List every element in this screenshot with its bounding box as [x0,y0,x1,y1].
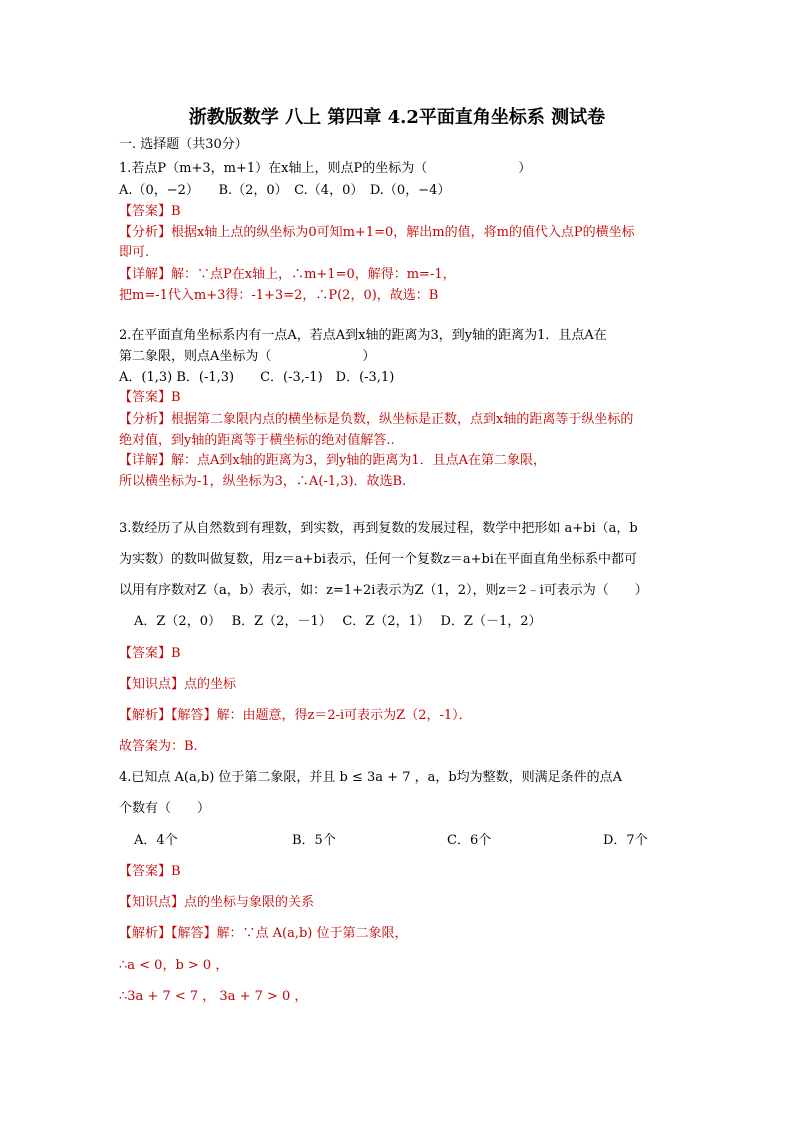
q4-knowledge: 【知识点】点的坐标与象限的关系 [119,895,315,910]
q1-analysis-line-2: 即可. [119,245,150,260]
q4-answer: 【答案】B [119,864,181,879]
q4-option-d: D．7个 [603,833,648,848]
q2-answer: 【答案】B [119,390,181,405]
q3-stem-line-1: 3.数经历了从自然数到有理数，到实数，再到复数的发展过程，数学中把形如 a+bi（a，b [119,521,638,536]
q1-answer: 【答案】B [119,204,181,219]
q1-analysis-line-1: 【分析】根据x轴上点的纵坐标为0可知m+1=0，解出m的值，将m的值代入点P的横坐标 [119,225,635,240]
q2-stem-line-1: 2.在平面直角坐标系内有一点A，若点A到x轴的距离为3，到y轴的距离为1．且点A在 [119,328,607,343]
section-heading: 一. 选择题（共30分） [119,137,248,152]
q2-analysis-line-2: 绝对值，到y轴的距离等于横坐标的绝对值解答.. [119,433,395,448]
q2-detail-line-1: 【详解】解：点A到x轴的距离为3，到y轴的距离为1．且点A在第二象限， [119,453,546,468]
q3-options: A．Z（2，0） B．Z（2，－1） C．Z（2，1） D．Z（－1，2） [134,614,542,629]
q1-stem: 1.若点P（m+3，m+1）在x轴上，则点P的坐标为（ ） [119,161,532,176]
q4-step-1: ∴a < 0，b > 0 ， [119,958,229,973]
q1-detail-line-2: 把m=-1代入m+3得：-1+3=2，∴P(2，0)，故选：B [119,288,439,303]
q4-option-a: A．4个 [134,833,178,848]
q3-stem-line-2: 为实数）的数叫做复数，用z＝a+bi表示，任何一个复数z＝a+bi在平面直角坐标系中都可 [119,552,637,567]
q4-solution: 【解析】【解答】解：∵点 A(a,b) 位于第二象限， [119,926,408,941]
q4-step-2: ∴3a + 7 < 7 ， 3a + 7 > 0 ， [119,989,308,1004]
q3-solution: 【解析】【解答】解：由题意，得z＝2-i可表示为Z（2，-1）． [119,708,472,723]
q3-conclusion: 故答案为：B. [119,739,198,754]
q4-option-b: B．5个 [292,833,336,848]
q3-answer: 【答案】B [119,646,181,661]
q2-analysis-line-1: 【分析】根据第二象限内点的横坐标是负数，纵坐标是正数，点到x轴的距离等于纵坐标的 [119,412,634,427]
q2-options: A．(1,3) B．(-1,3) C．(-3,-1) D．(-3,1) [119,370,395,385]
q4-stem-line-1: 4.已知点 A(a,b) 位于第二象限，并且 b ≤ 3a + 7 ，a，b均为整数，则满足条件的点A [119,770,623,785]
q4-stem-line-2: 个数有（ ） [119,801,211,816]
q3-stem-line-3: 以用有序数对Z（a，b）表示，如：z=1+2i表示为Z（1，2），则z＝2﹣i可表示为（ ） [119,583,648,598]
q2-stem-line-2: 第二象限，则点A坐标为（ ） [119,349,376,364]
q2-detail-line-2: 所以横坐标为-1，纵坐标为3，∴A(-1,3)．故选B. [119,474,407,489]
q1-detail-line-1: 【详解】解：∵点P在x轴上，∴m+1=0，解得：m=-1， [119,267,456,282]
page-title: 浙教版数学 八上 第四章 4.2平面直角坐标系 测试卷 [188,107,606,128]
q3-knowledge: 【知识点】点的坐标 [119,677,237,692]
q4-option-c: C．6个 [447,833,492,848]
q1-options: A.（0，−2） B.（2，0） C.（4，0） D.（0，−4） [119,183,451,198]
